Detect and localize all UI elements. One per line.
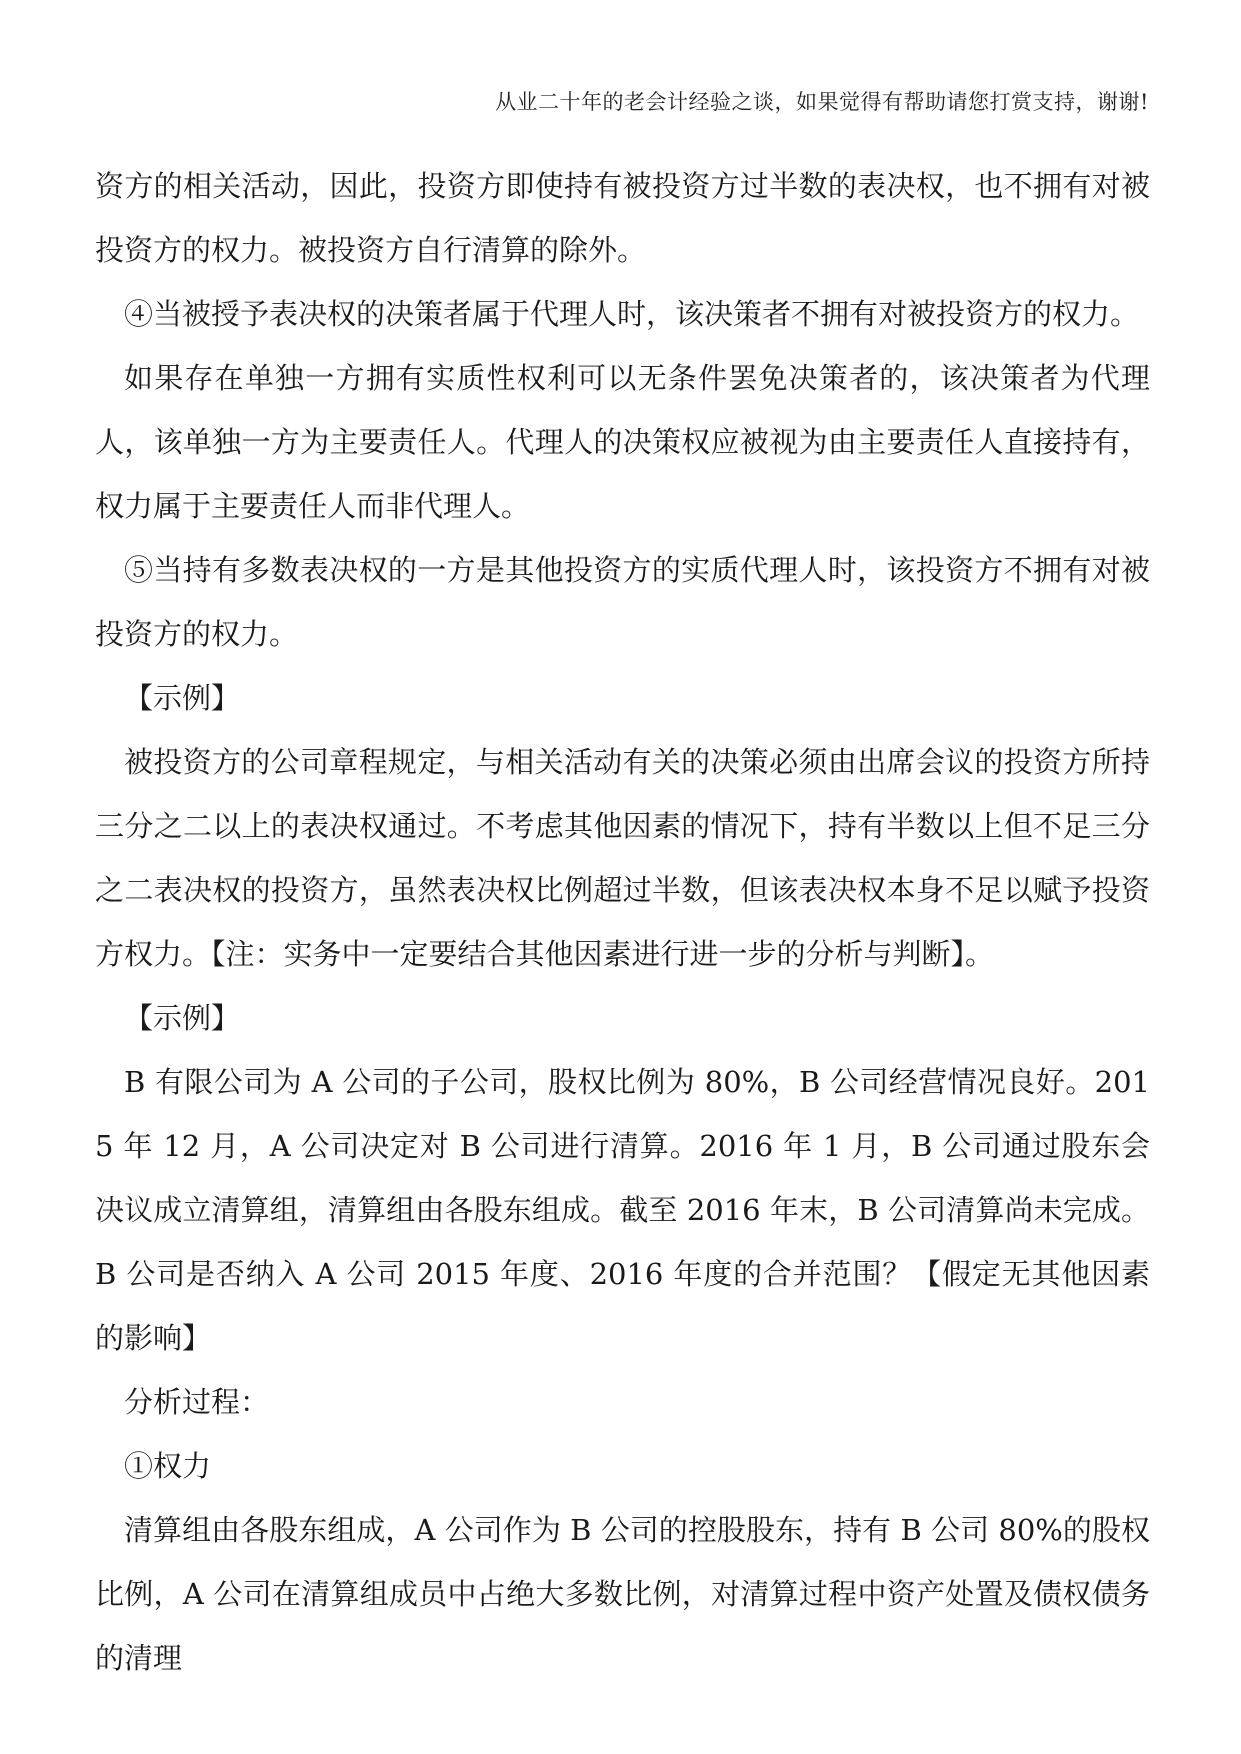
paragraph-continuation: 资方的相关活动，因此，投资方即使持有被投资方过半数的表决权，也不拥有对被投资方的权力。被投资方自行清算的除外。 <box>95 169 1150 267</box>
page-header-tagline: 从业二十年的老会计经验之谈，如果觉得有帮助请您打赏支持，谢谢! <box>495 90 1149 114</box>
paragraph-example-2: B 有限公司为 A 公司的子公司，股权比例为 80%，B 公司经营情况良好。2015 年 12 月，A 公司决定对 B 公司进行清算。2016 年 1 月，B 公司通过股东会决议成立清算组，清算组由各股东组成。截至 2016 年末，B 公司清算尚未完成。B 公司是否纳入 A 公司 2015 年度、2016 年度的合并范围？【假定无其他因素的影响】 <box>95 1065 1150 1355</box>
paragraph-agent-rule: 如果存在单独一方拥有实质性权利可以无条件罢免决策者的，该决策者为代理人，该单独一方为主要责任人。代理人的决策权应被视为由主要责任人直接持有，权力属于主要责任人而非代理人。 <box>95 361 1150 523</box>
analysis-item-power: ①权力 <box>124 1449 212 1483</box>
example-heading: 【示例】 <box>124 1001 241 1035</box>
paragraph-analysis-body: 清算组由各股东组成，A 公司作为 B 公司的控股股东，持有 B 公司 80%的股权比例，A 公司在清算组成员中占绝大多数比例，对清算过程中资产处置及债权债务的清理 <box>95 1513 1150 1675</box>
paragraph-item-5: ⑤当持有多数表决权的一方是其他投资方的实质代理人时，该投资方不拥有对被投资方的权力。 <box>95 553 1150 651</box>
paragraph-item-4: ④当被授予表决权的决策者属于代理人时，该决策者不拥有对被投资方的权力。 <box>124 297 1140 331</box>
paragraph-example-1: 被投资方的公司章程规定，与相关活动有关的决策必须由出席会议的投资方所持三分之二以上的表决权通过。不考虑其他因素的情况下，持有半数以上但不足三分之二表决权的投资方，虽然表决权比例超过半数，但该表决权本身不足以赋予投资方权力。【注：实务中一定要结合其他因素进行进一步的分析与判断】。 <box>95 745 1150 971</box>
analysis-heading: 分析过程： <box>124 1385 270 1419</box>
document-body <box>95 154 1150 1690</box>
example-heading: 【示例】 <box>124 681 241 715</box>
